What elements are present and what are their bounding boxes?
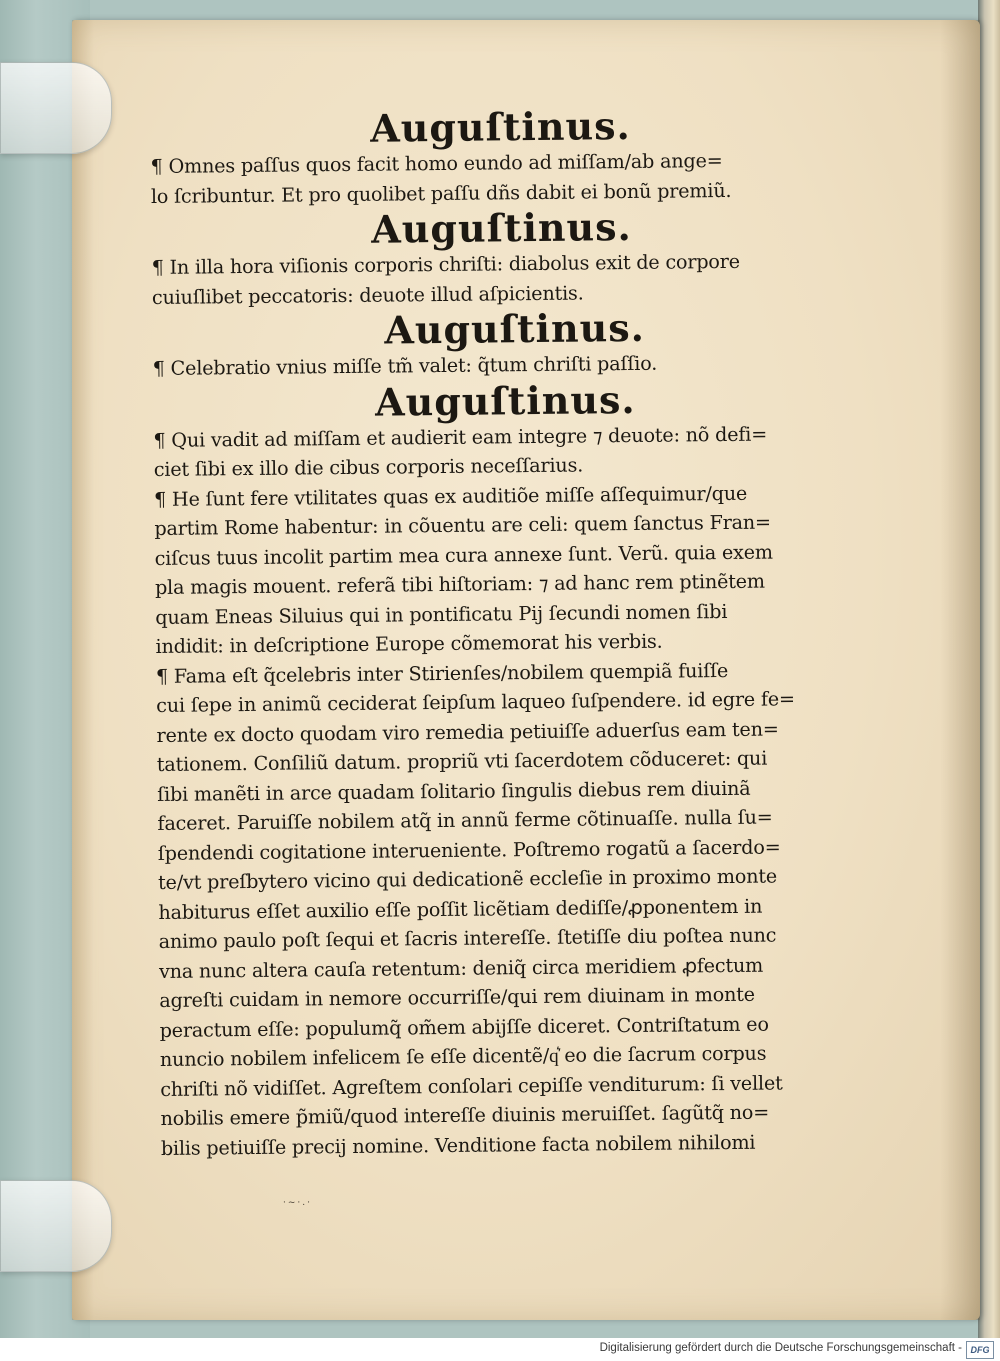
body-paragraphs <box>153 418 901 1163</box>
text-line: ſibi manẽti in arce quadam ſolitario ſingulis diebus rem diuinã <box>157 776 751 806</box>
section-heading: Auguſtinus. <box>384 304 646 353</box>
text-line: pla magis mouent. referã tibi hiſtoriam: ⁊ ad hanc rem ptinẽtem <box>154 569 765 599</box>
section-heading: Auguſtinus. <box>371 203 633 252</box>
next-page-edge <box>978 0 1000 1338</box>
text-line: ¶ Omnes paſſus quos facit homo eundo ad miſſam/ab ange= <box>150 149 723 178</box>
text-line: indidit: in deſcriptione Europe cõmemorat his verbis. <box>155 629 663 658</box>
section-heading: Auguſtinus. <box>369 102 631 151</box>
text-line: agreſti cuidam in nemore occurriſſe/qui rem diuinam in monte <box>159 982 756 1012</box>
text-line: ¶ Celebratio vnius miſſe tm̃ valet: q̃tum chriſti paſſio. <box>152 351 658 380</box>
text-block <box>150 102 901 1163</box>
text-line: chriſti nõ vidiſſet. Agreſtem conſolari cepiſſe venditurum: ſi vellet <box>160 1070 783 1101</box>
text-line: cuiuſlibet peccatoris: deuote illud aſpicientis. <box>151 280 584 309</box>
text-line: rente ex docto quodam viro remedia petiuiſſe aduerſus eam ten= <box>156 716 779 747</box>
text-line: faceret. Paruiſſe nobilem atq̃ in annũ ferme cõtinuaſſe. nulla ſu= <box>157 805 773 835</box>
text-line: te/vt preſbytero vicino qui dedicationẽ eccleſie in proximo monte <box>157 864 778 894</box>
text-line: lo ſcribuntur. Et pro quolibet paſſu dñs dabit ei bonũ premiũ. <box>150 178 732 208</box>
page-clip-top <box>0 62 112 154</box>
text-line: partim Rome habentur: in cõuentu are celi: quem ſanctus Fran= <box>154 510 772 540</box>
text-line: tationem. Conſiliũ datum. propriũ vti ſacerdotem cõduceret: qui <box>156 746 768 776</box>
text-line: ¶ In illa hora viſionis corporis chriſti: diabolus exit de corpore <box>151 249 740 279</box>
bottom-marks: ·~·.· <box>283 1198 312 1208</box>
page-clip-bottom <box>0 1180 112 1272</box>
text-line: peractum eſſe: populumq̃ om̃em abijſſe diceret. Contriſtatum eo <box>159 1012 769 1042</box>
text-line: vna nunc altera cauſa retentum: deniq̃ circa meridiem ꝓfectum <box>158 953 764 983</box>
text-line: cui ſepe in animũ ceciderat ſeipſum laqueo ſuſpendere. id egre fe= <box>156 687 795 717</box>
text-line: quam Eneas Siluius qui in pontificatu Pij ſecundi nomen ſibi <box>155 599 728 629</box>
text-line: ſpendendi cogitatione interueniente. Poſtremo rogatũ a ſacerdo= <box>157 834 781 865</box>
text-line: ¶ He ſunt fere vtilitates quas ex auditiõe miſſe aſſequimur/que <box>153 481 748 511</box>
text-line: animo paulo poſt ſequi et ſacris intereſſe. ſtetiſſe diu poſtea nunc <box>158 923 777 953</box>
dfg-logo: DFG <box>966 1341 994 1359</box>
text-line: nuncio nobilem infelicem ſe eſſe dicentẽ/q͛ eo die ſacrum corpus <box>159 1041 767 1071</box>
text-line: ¶ Fama eſt q̃celebris inter Stirienſes/nobilem quempiã fuiſſe <box>155 658 729 688</box>
section-heading: Auguſtinus. <box>374 376 636 425</box>
footer-bar <box>0 1338 1000 1361</box>
text-line: ciet ſibi ex illo die cibus corporis neceſſarius. <box>153 453 584 481</box>
text-line: ¶ Qui vadit ad miſſam et audierit eam integre ⁊ deuote: nõ defi= <box>153 422 768 452</box>
text-line: habiturus eſſet auxilio eſſe poſſit licẽtiam dediſſe/ꝓponentem in <box>158 894 763 924</box>
text-line: ciſcus tuus incolit partim mea cura annexe ſunt. Verũ. quia exem <box>154 540 773 570</box>
text-line: bilis petiuiſſe precij nomine. Venditione facta nobilem nihilomi <box>160 1130 756 1160</box>
text-line: nobilis emere p̃miũ/quod intereſſe diuinis meruiſſet. ſagũtq̃ no= <box>160 1100 770 1130</box>
funding-credit: Digitalisierung gefördert durch die Deutsche Forschungsgemeinschaft - <box>599 1342 962 1354</box>
